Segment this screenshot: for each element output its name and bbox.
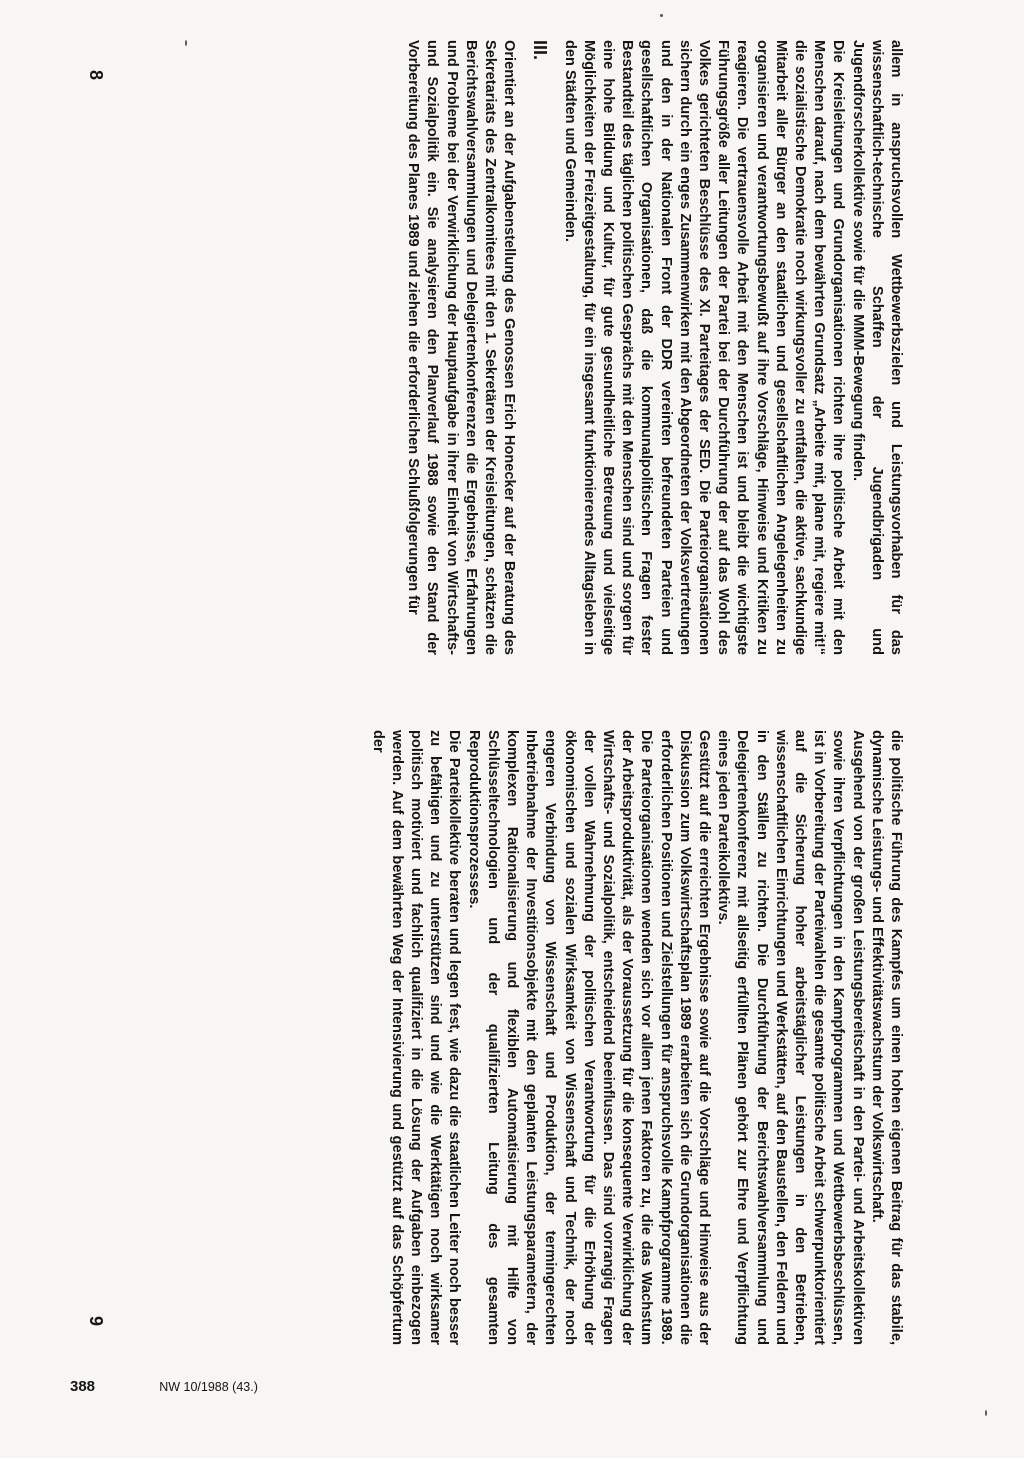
paragraph: allem in anspruchsvollen Wettbewerbszielen und Leistungsvorhaben für das wissenschaftlich-technische Schaffen der Jugendbrigaden und Jugendforscherkollektive sowie für die MMM-Bewegung finden. [849,40,904,655]
paragraph: Ausgehend von der großen Leistungsbereitschaft in den Partei- und Arbeitskollektiven sowie ihren Verpflichtungen in den Kampfprogrammen und Wettbewerbsbeschlüssen, ist in Vorbereitung der Parteiwahlen die gesamte politische Arbeit schwerpunktorientiert auf die Sicherung hoher arbeitstäglicher Leistungen in den Betrieben, wissenschaftlichen Einrichtungen und Werkstätten, auf den Baustellen, den Feldern und in den Ställen zu richten. Die Durchführung der Berichtswahlversammlung und Delegiertenkonferenz mit allseitig erfüllten Plänen gehört zur Ehre und Verpflichtung eines jeden Parteikollektivs. [715,730,866,1345]
paragraph: die politische Führung des Kampfes um einen hohen eigenen Beitrag für das stabile, dynamische Leistungs- und Effektivitätswachstum der Volkswirtschaft. [868,730,904,1345]
paragraph: Die Parteikollektive beraten und legen fest, wie dazu die staatlichen Leiter noch besser zu befähigen und zu unterstützen sind und wie die Werktätigen noch wirksamer politisch motiviert und fachlich qualifiziert in die Lösung der Aufgaben einbezogen werden. Auf dem bewährten Weg der Intensivierung und gestützt auf das Schöpfertum der [369,730,463,1345]
scan-speck [985,1410,987,1416]
paragraph: Die Parteiorganisationen wenden sich vor allem jenen Faktoren zu, die das Wachstum der Arbeitsproduktivität, als der Voraussetzung für die konsequente Verwirklichung der Wirtschafts- und Sozialpolitik, entscheidend beeinflussen. Das sind vorrangig Fragen der vollen Wahrnehmung der politischen Verantwortung für die Erhöhung der ökonomischen und sozialen Wirksamkeit von Wissenschaft und Technik, der noch engeren Verbindung von Wissenschaft und Produktion, der termingerechten Inbetriebnahme der Investitionsobjekte mit den geplanten Leistungsparametern, der komplexen Rationalisierung und flexiblen Automatisierung mit Hilfe von Schlüsseltechnologien und der qualifizierten Leitung des gesamten Reproduktionsprozesses. [465,730,655,1345]
scan-speck [185,40,187,46]
scan-speck [660,14,663,17]
section-heading: III. [530,40,551,61]
page-footer [70,1378,258,1395]
paragraph: Gestützt auf die erreichten Ergebnisse sowie auf die Vorschläge und Hinweise aus der Diskussion zum Volkswirtschaftsplan 1989 erarbeiten sich die Grundorganisationen die erforderlichen Positionen und Zielstellungen für anspruchsvolle Kampfprogramme 1989. [657,730,712,1345]
text-column-left [400,40,905,655]
footer-page-number: 388 [70,1378,96,1395]
footer-reference: NW 10/1988 (43.) [159,1380,258,1394]
paragraph: Orientiert an der Aufgabenstellung des Genossen Erich Honecker auf der Beratung des Sekretariats des Zentralkomitees mit den 1. Sekretären der Kreisleitungen, schätzen die Berichtswahlversammlungen und Delegiertenkonferenzen die Ergebnisse, Erfahrungen und Probleme bei der Verwirklichung der Hauptaufgabe in ihrer Einheit von Wirtschafts- und Sozialpolitik ein. Sie analysieren den Planverlauf 1988 sowie den Stand der Vorbereitung des Planes 1989 und ziehen die erforderlichen Schlußfolgerungen für [405,40,518,655]
paragraph: Die Kreisleitungen und Grundorganisationen richten ihre politische Arbeit mit den Menschen darauf, nach dem bewährten Grundsatz „Arbeite mit, plane mit, regiere mit!“ die sozialistische Demokratie noch wirkungsvoller zu entfalten, die aktive, sachkundige Mitarbeit aller Bürger an den staatlichen und gesellschaftlichen Angelegenheiten zu organisieren und verantwortungsbewußt auf ihre Vorschläge, Hinweise und Kritiken zu reagieren. Die vertrauensvolle Arbeit mit den Menschen ist und bleibt die wichtigste Führungsgröße aller Leitungen der Partei bei der Durchführung der auf das Wohl des Volkes gerichteten Beschlüsse des XI. Parteitages der SED. Die Parteiorganisationen sichern durch ein enges Zusammenwirken mit den Abgeordneten der Volksvertretungen und den in der Nationalen Front der DDR vereinten befreundeten Parteien und gesellschaftlichen Organisationen, daß die kommunalpolitischen Fragen fester Bestandteil des täglichen politischen Gesprächs mit den Menschen sind und sorgen für eine hohe Bildung und Kultur, für gute gesundheitliche Betreuung und vielseitige Möglichkeiten der Freizeitgestaltung, für ein insgesamt funktionierendes Alltagsleben in den Städten und Gemeinden. [561,40,847,655]
page-number-right: 9 [86,1316,106,1327]
text-column-right [135,730,905,1345]
page-number-left: 8 [86,70,106,81]
